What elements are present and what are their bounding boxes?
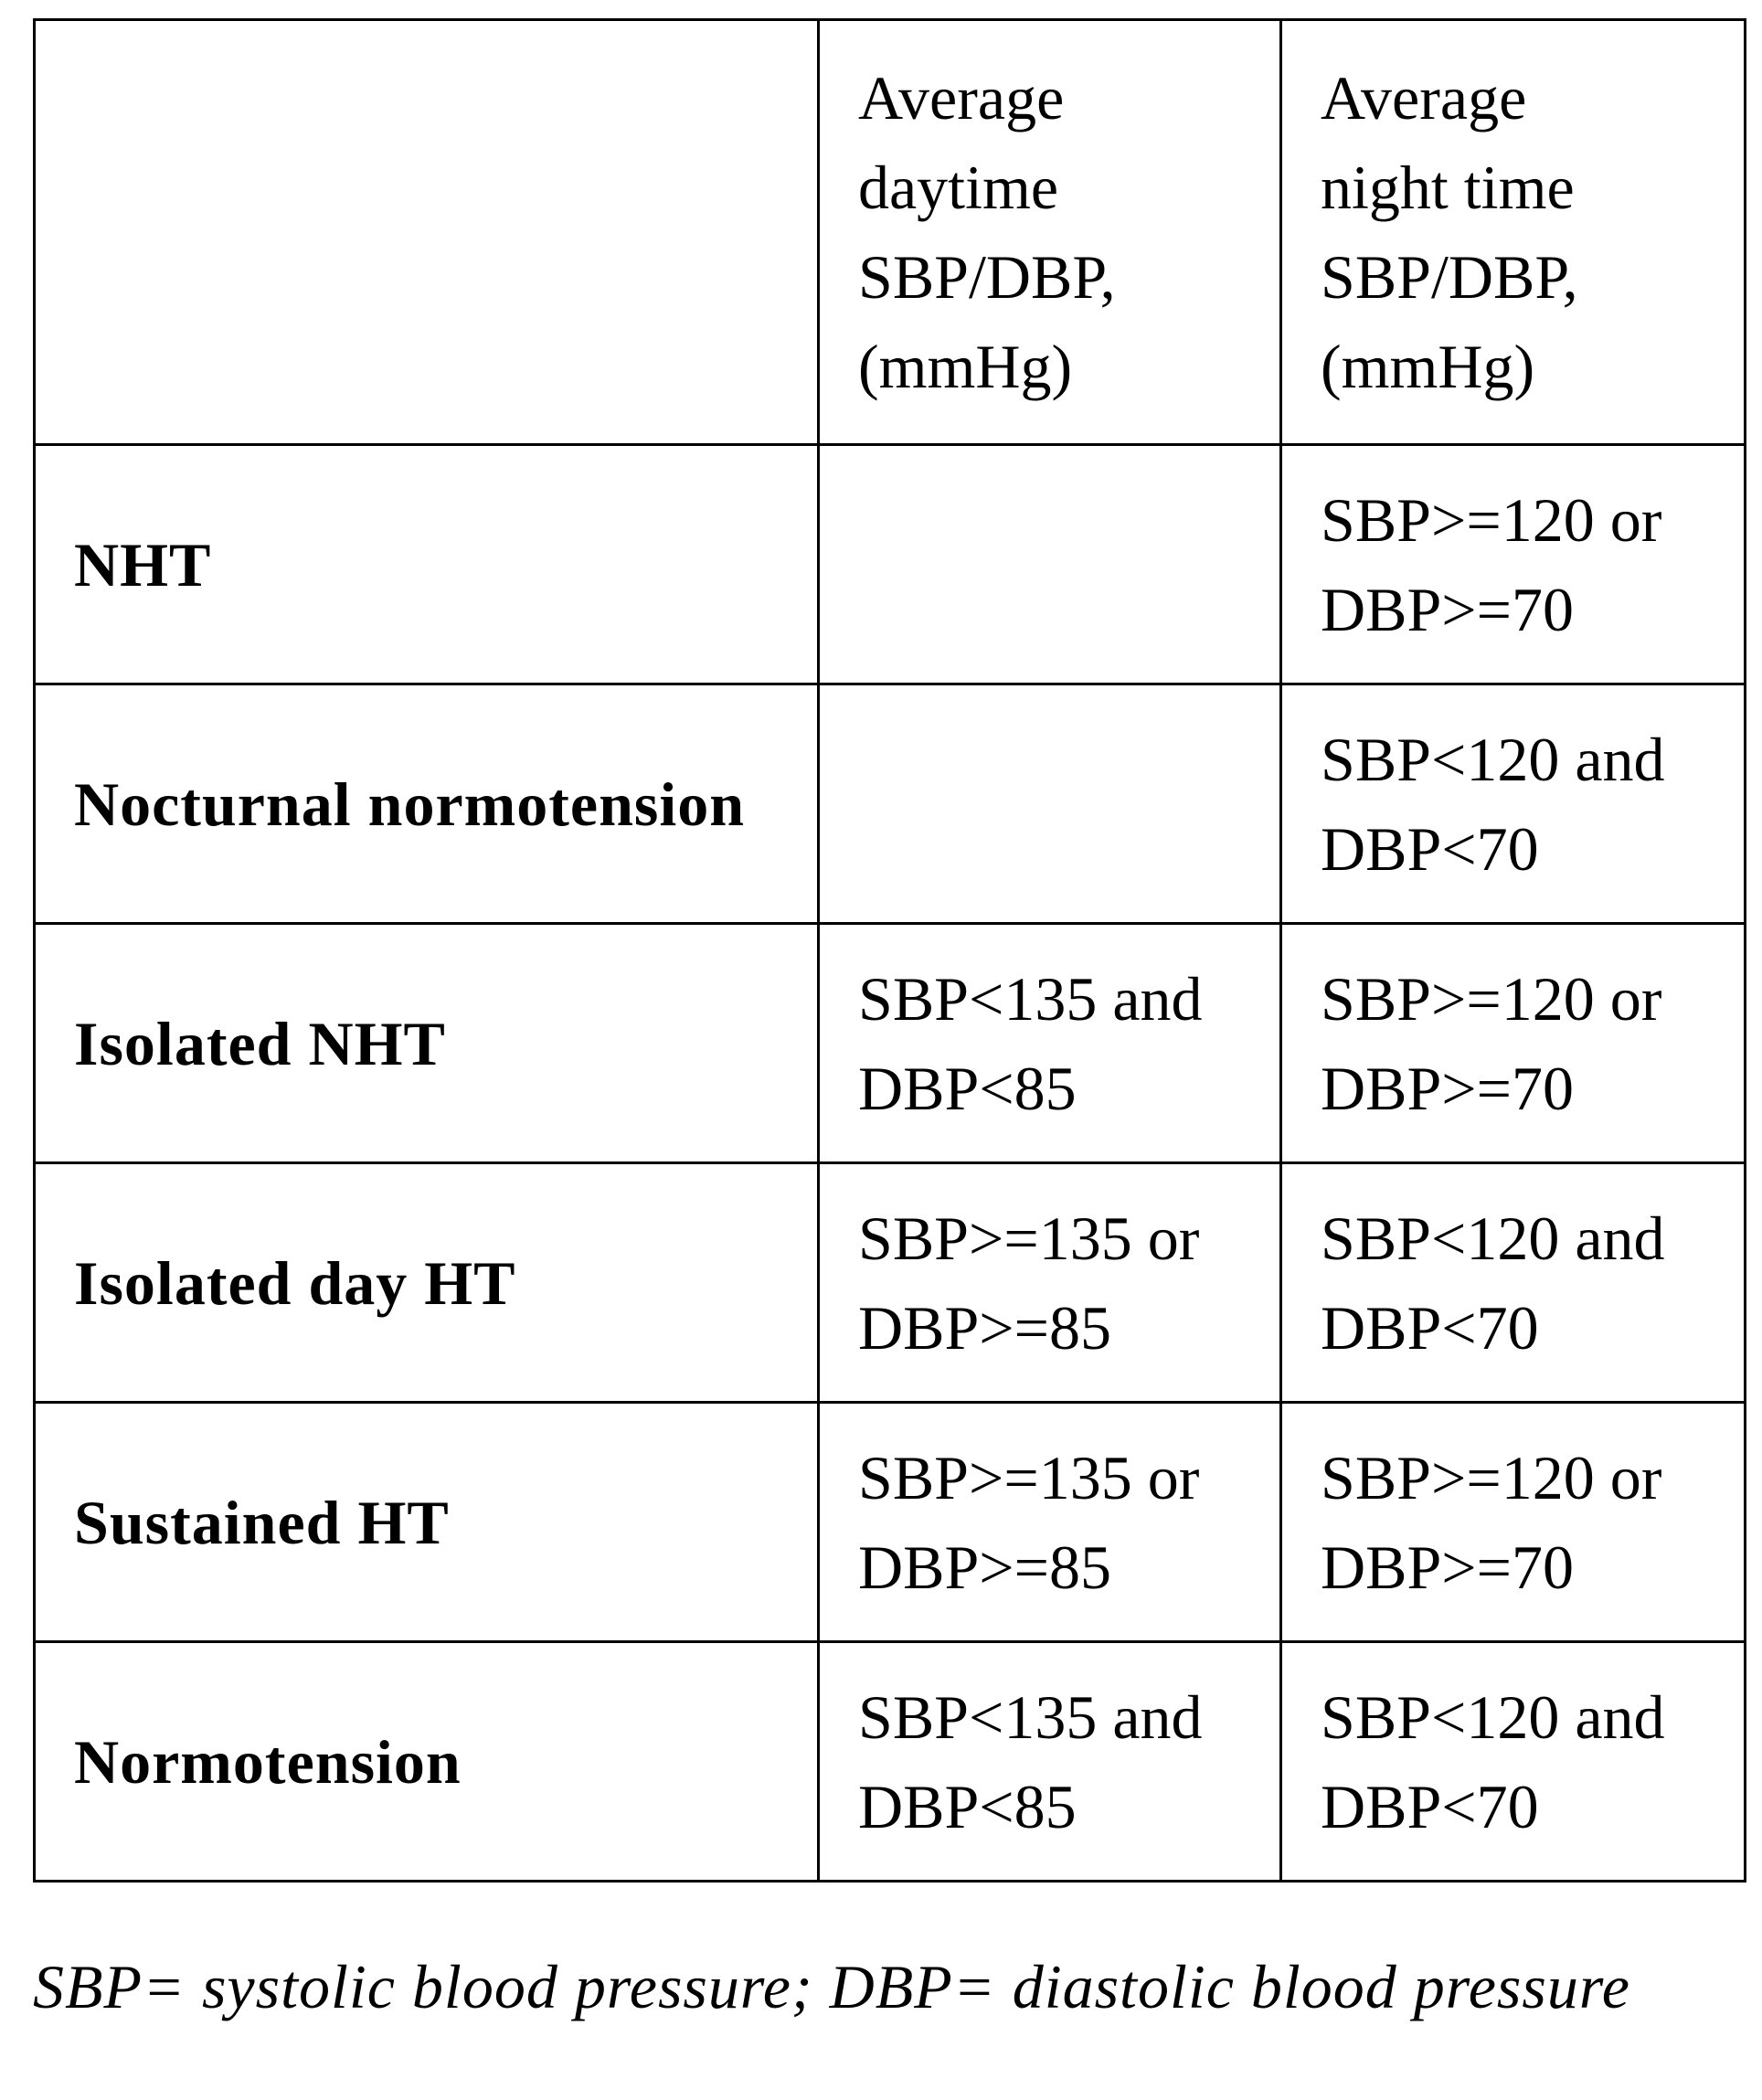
- cell-line: DBP>=70: [1321, 1532, 1574, 1602]
- cell-line: DBP<70: [1321, 1771, 1539, 1841]
- nighttime-cell: [1281, 924, 1746, 1163]
- row-label: Isolated day HT: [35, 1163, 819, 1403]
- row-label: Isolated NHT: [35, 924, 819, 1163]
- table-row: [35, 1642, 1746, 1882]
- row-label: NHT: [35, 445, 819, 684]
- cell-line: SBP<135 and: [858, 1681, 1203, 1752]
- header-corner-cell: [35, 20, 819, 445]
- row-label: Nocturnal normotension: [35, 684, 819, 924]
- table-row: [35, 684, 1746, 924]
- table-footnote: SBP= systolic blood pressure; DBP= diastolic blood pressure: [33, 1952, 1630, 2021]
- cell-line: DBP>=85: [858, 1532, 1111, 1602]
- header-daytime: [819, 20, 1281, 445]
- header-nighttime: [1281, 20, 1746, 445]
- nighttime-cell: [1281, 445, 1746, 684]
- header-line: night time: [1321, 153, 1575, 222]
- cell-line: DBP<85: [858, 1053, 1077, 1123]
- cell-line: SBP>=120 or: [1321, 963, 1662, 1034]
- cell-line: SBP<135 and: [858, 963, 1203, 1034]
- nighttime-cell: [1281, 1642, 1746, 1882]
- cell-line: SBP>=135 or: [858, 1203, 1200, 1273]
- cell-line: DBP<70: [1321, 813, 1539, 884]
- daytime-cell: [819, 684, 1281, 924]
- daytime-cell: [819, 1403, 1281, 1642]
- header-line: SBP/DBP,: [1321, 242, 1578, 312]
- table-row: [35, 445, 1746, 684]
- table-row: [35, 1403, 1746, 1642]
- table-row: [35, 1163, 1746, 1403]
- daytime-cell: [819, 445, 1281, 684]
- cell-line: DBP<70: [1321, 1292, 1539, 1363]
- criteria-table: [33, 18, 1746, 1883]
- daytime-cell: [819, 1163, 1281, 1403]
- header-line: (mmHg): [1321, 332, 1535, 401]
- cell-line: DBP>=70: [1321, 1053, 1574, 1123]
- row-label: Sustained HT: [35, 1403, 819, 1642]
- cell-line: DBP>=70: [1321, 574, 1574, 644]
- cell-line: SBP>=120 or: [1321, 484, 1662, 555]
- cell-line: SBP<120 and: [1321, 1681, 1665, 1752]
- header-line: SBP/DBP,: [858, 242, 1116, 312]
- table-header-row: [35, 20, 1746, 445]
- cell-line: SBP>=120 or: [1321, 1442, 1662, 1512]
- nighttime-cell: [1281, 1163, 1746, 1403]
- header-line: daytime: [858, 153, 1059, 222]
- cell-line: SBP<120 and: [1321, 1203, 1665, 1273]
- cell-line: DBP>=85: [858, 1292, 1111, 1363]
- header-line: Average: [1321, 63, 1527, 133]
- cell-line: SBP>=135 or: [858, 1442, 1200, 1512]
- nighttime-cell: [1281, 1403, 1746, 1642]
- cell-line: DBP<85: [858, 1771, 1077, 1841]
- table-row: [35, 924, 1746, 1163]
- row-label: Normotension: [35, 1642, 819, 1882]
- header-line: (mmHg): [858, 332, 1073, 401]
- header-line: Average: [858, 63, 1065, 133]
- nighttime-cell: [1281, 684, 1746, 924]
- cell-line: SBP<120 and: [1321, 724, 1665, 794]
- daytime-cell: [819, 1642, 1281, 1882]
- daytime-cell: [819, 924, 1281, 1163]
